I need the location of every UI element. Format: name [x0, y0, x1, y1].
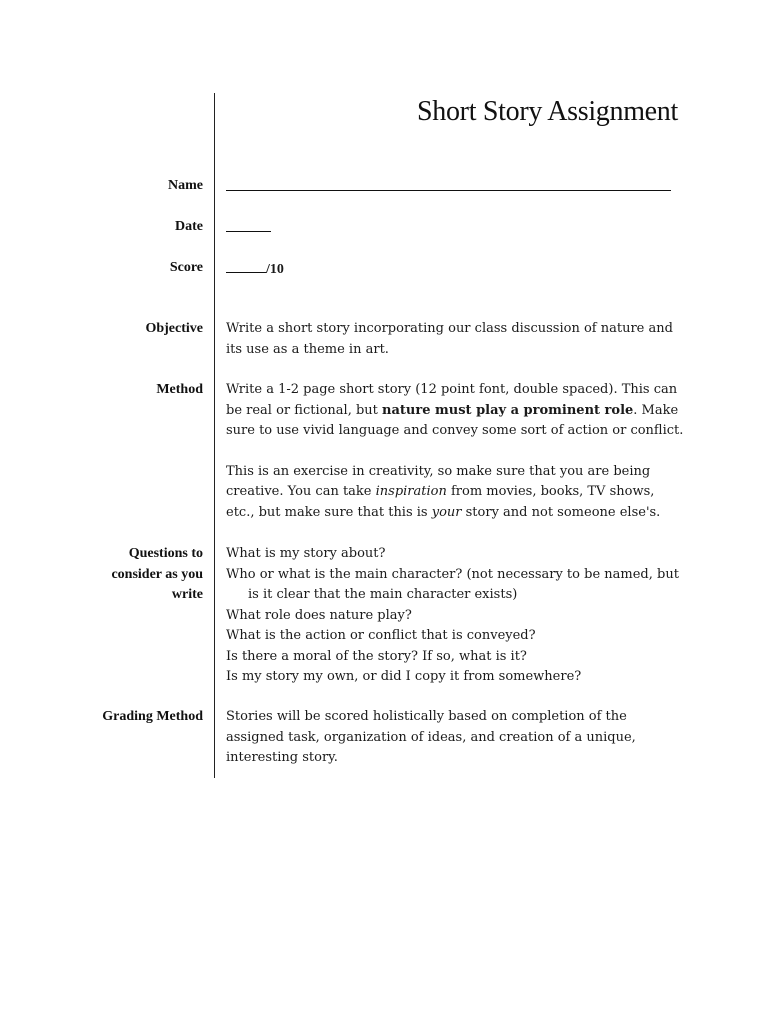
method-p2-italic-inspiration: inspiration: [375, 484, 447, 499]
method-paragraph-2: [226, 462, 686, 524]
score-blank-line[interactable]: [226, 258, 266, 273]
objective-paragraph: Write a short story incorporating our class discussion of nature and its use as a theme in art.: [226, 321, 673, 357]
vertical-divider: [214, 93, 215, 778]
method-paragraph-1: [226, 380, 686, 442]
question-item: Is my story my own, or did I copy it from somewhere?: [226, 669, 582, 684]
method-text: [226, 380, 686, 523]
name-label: Name: [168, 178, 203, 193]
questions-list: [226, 544, 686, 688]
question-item: What role does nature play?: [226, 607, 412, 623]
method-p2-text-b: from movies, books, TV shows, etc., but make sure that this is: [226, 484, 655, 520]
objective-label: Objective: [145, 321, 203, 336]
page-title: Short Story Assignment: [417, 96, 678, 127]
name-blank-line[interactable]: [226, 176, 671, 191]
grading-paragraph: Stories will be scored holistically based on completion of the assigned task, organization of ideas, and creation of a unique, interesting story.: [226, 709, 636, 765]
method-p1-text-b: . Make sure to use vivid language and convey some sort of action or conflict.: [226, 402, 684, 438]
question-item: What is the action or conflict that is conveyed?: [226, 628, 536, 643]
question-item: Who or what is the main character? (not necessary to be named, but is it clear that the main character exists): [226, 566, 679, 602]
score-field[interactable]: [226, 258, 686, 281]
question-item: Is there a moral of the story? If so, what is it?: [226, 648, 527, 664]
questions-list-container: [226, 544, 686, 688]
method-label: Method: [156, 382, 203, 397]
score-label: Score: [169, 260, 203, 275]
date-label: Date: [175, 219, 203, 234]
questions-label: Questions to consider as you write: [111, 546, 203, 602]
name-field[interactable]: [226, 176, 686, 199]
method-p2-text-c: story and not someone else's.: [461, 504, 661, 520]
date-field[interactable]: [226, 217, 686, 240]
method-p2-text-a: This is an exercise in creativity, so make sure that you are being creative. You can take: [226, 463, 651, 499]
date-blank-line[interactable]: [226, 217, 271, 232]
score-suffix: /10: [266, 262, 284, 277]
method-p2-italic-your: your: [431, 504, 462, 520]
objective-text: [226, 319, 686, 360]
question-item: What is my story about?: [226, 546, 386, 561]
method-p1-text-a: Write a 1-2 page short story (12 point font, double spaced). This can be real or fictional, but: [226, 382, 678, 418]
grading-label: Grading Method: [102, 709, 203, 724]
method-p1-bold: nature must play a prominent role: [382, 402, 634, 418]
grading-text: [226, 707, 686, 769]
